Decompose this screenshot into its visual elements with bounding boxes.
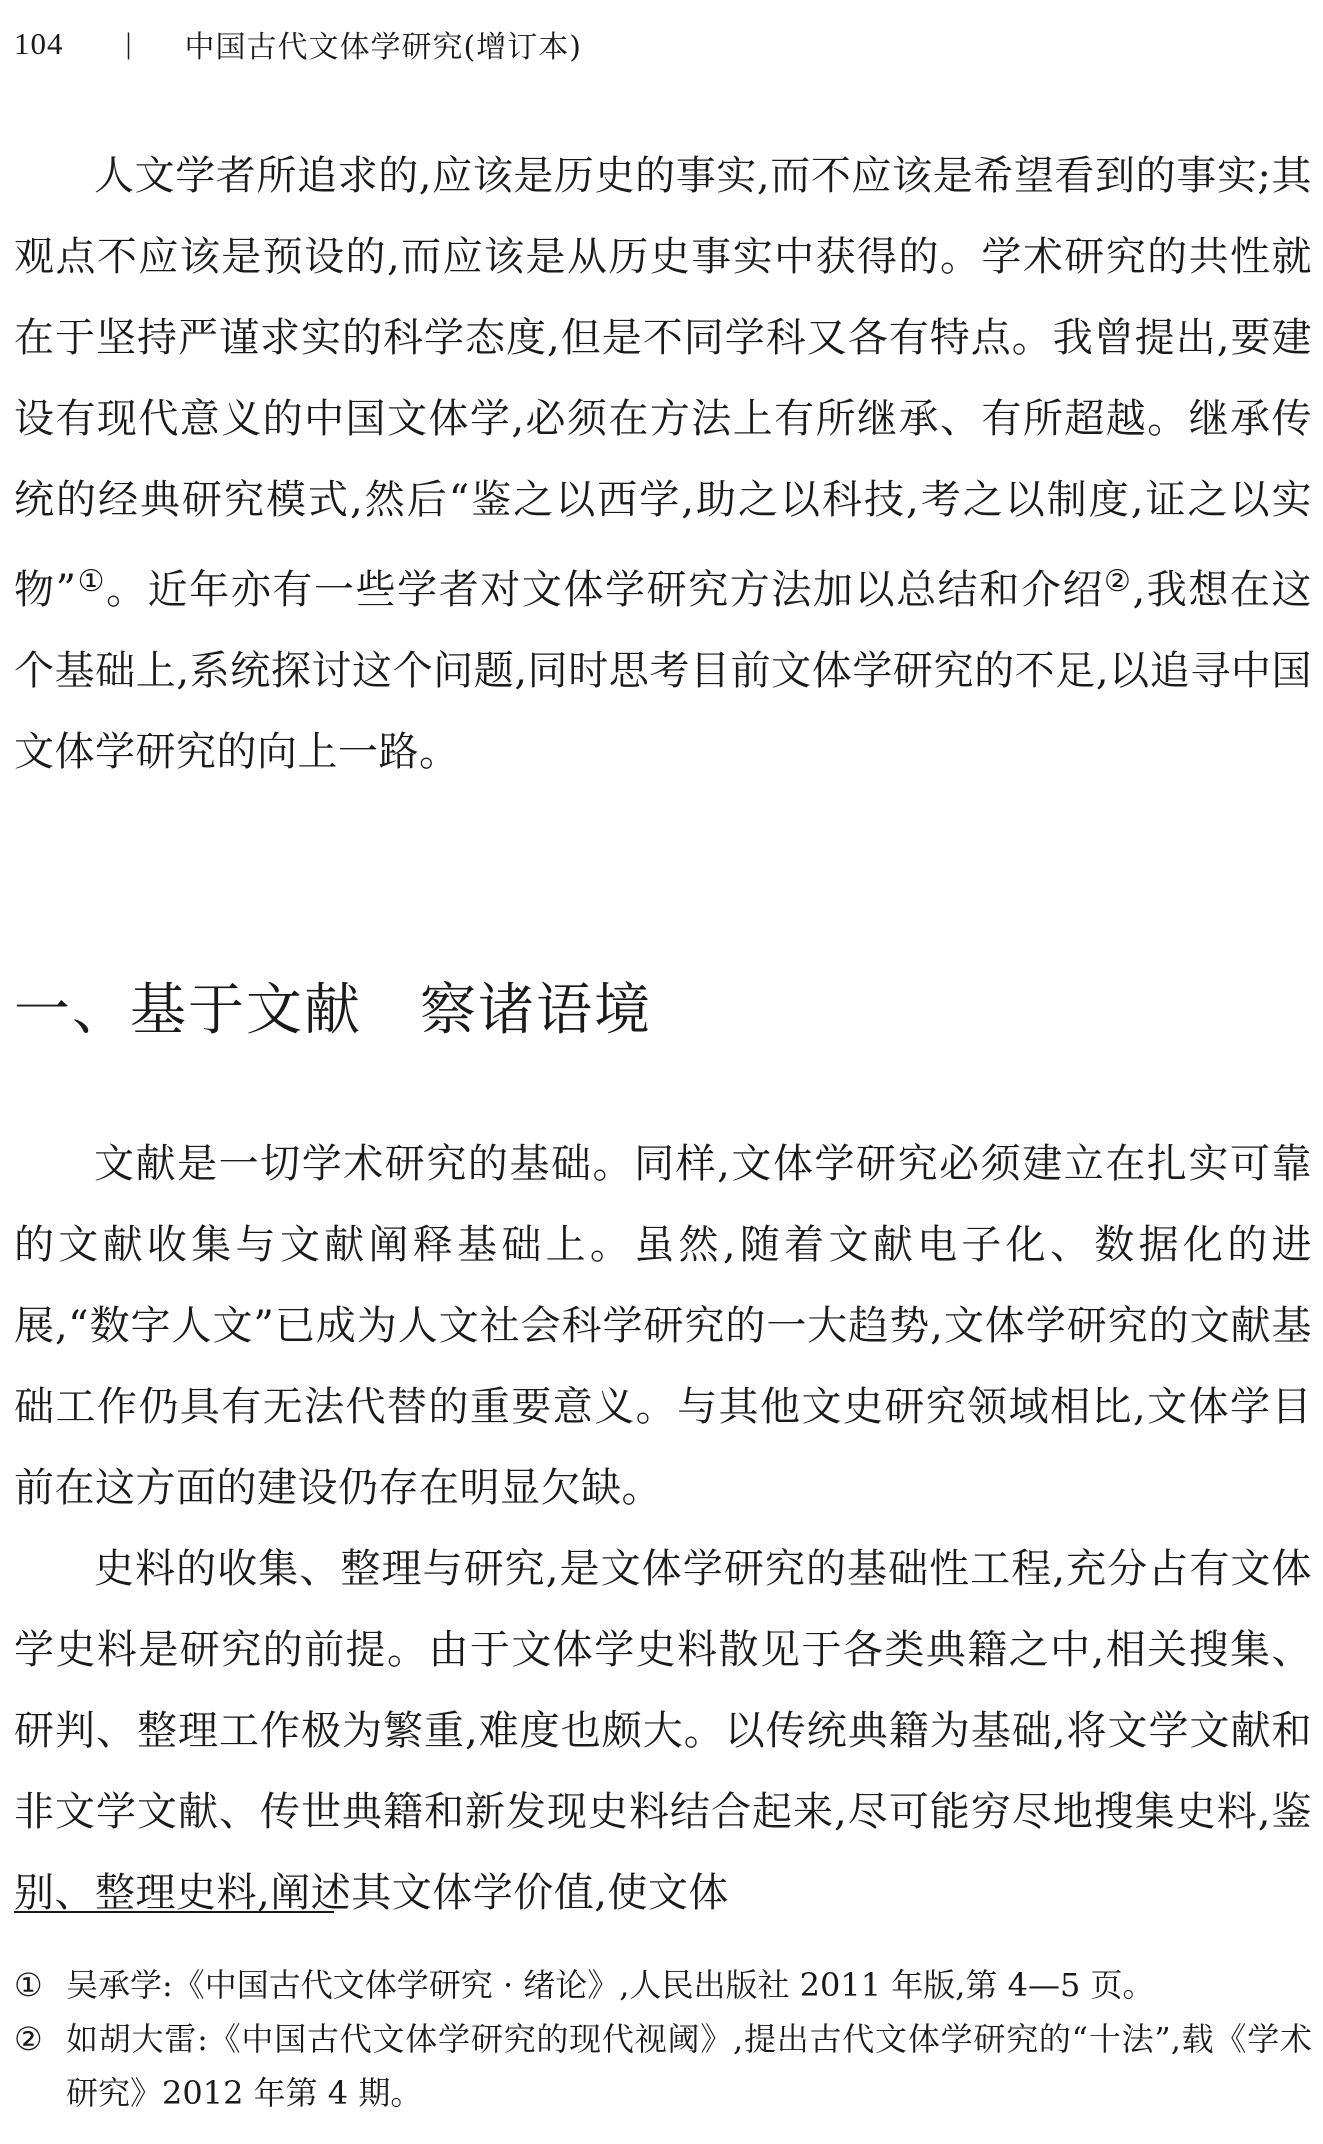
footnote-mark: ① bbox=[14, 1966, 43, 2004]
book-title: 中国古代文体学研究(增订本) bbox=[184, 30, 582, 65]
footnote-divider bbox=[14, 1911, 334, 1913]
section-body bbox=[14, 1124, 1312, 1934]
section-heading: 一、基于文献 察诸语境 bbox=[14, 978, 652, 1043]
footnote-ref-2[interactable]: ② bbox=[1103, 564, 1133, 599]
page-number: 104 bbox=[14, 26, 64, 61]
footnote-text: 吴承学:《中国古代文体学研究 · 绪论》,人民出版社 2011 年版,第 4—5 页。 bbox=[66, 1966, 1155, 2004]
running-header bbox=[14, 22, 582, 66]
footnote-ref-1[interactable]: ① bbox=[76, 564, 107, 599]
intro-text-c: ,我想在这个基础上,系统探讨这个问题,同时思考目前文体学研究的不足,以追寻中国文体学研究的向上一路。 bbox=[14, 567, 1312, 775]
footnote-text: 如胡大雷:《中国古代文体学研究的现代视阈》,提出古代文体学研究的“十法”,载《学术研究》2012 年第 4 期。 bbox=[66, 2020, 1312, 2112]
footnote-1 bbox=[14, 1958, 1312, 2012]
footnotes bbox=[14, 1958, 1312, 2120]
footnote-2 bbox=[14, 2012, 1312, 2120]
intro-text-b: 。近年亦有一些学者对文体学研究方法加以总结和介绍 bbox=[106, 567, 1104, 613]
header-separator: | bbox=[125, 27, 133, 60]
intro-paragraph-block bbox=[14, 136, 1312, 793]
section-paragraph: 文献是一切学术研究的基础。同样,文体学研究必须建立在扎实可靠的文献收集与文献阐释基础上。虽然,随着文献电子化、数据化的进展,“数字人文”已成为人文社会科学研究的一大趋势,文体学研究的文献基础工作仍具有无法代替的重要意义。与其他文史研究领域相比,文体学目前在这方面的建设仍存在明显欠缺。 bbox=[14, 1141, 1312, 1511]
intro-text-a: 人文学者所追求的,应该是历史的事实,而不应该是希望看到的事实;其观点不应该是预设的,而应该是从历史事实中获得的。学术研究的共性就在于坚持严谨求实的科学态度,但是不同学科又各有特点。我曾提出,要建设有现代意义的中国文体学,必须在方法上有所继承、有所超越。继承传统的经典研究模式,然后“鉴之以西学,助之以科技,考之以制度,证之以实物” bbox=[14, 153, 1312, 613]
section-paragraph: 史料的收集、整理与研究,是文体学研究的基础性工程,充分占有文体学史料是研究的前提。由于文体学史料散见于各类典籍之中,相关搜集、研判、整理工作极为繁重,难度也颇大。以传统典籍为基础,将文学文献和非文学文献、传世典籍和新发现史料结合起来,尽可能穷尽地搜集史料,鉴别、整理史料,阐述其文体学价值,使文体 bbox=[14, 1546, 1312, 1916]
intro-paragraph bbox=[14, 136, 1312, 793]
footnote-mark: ② bbox=[14, 2020, 43, 2058]
